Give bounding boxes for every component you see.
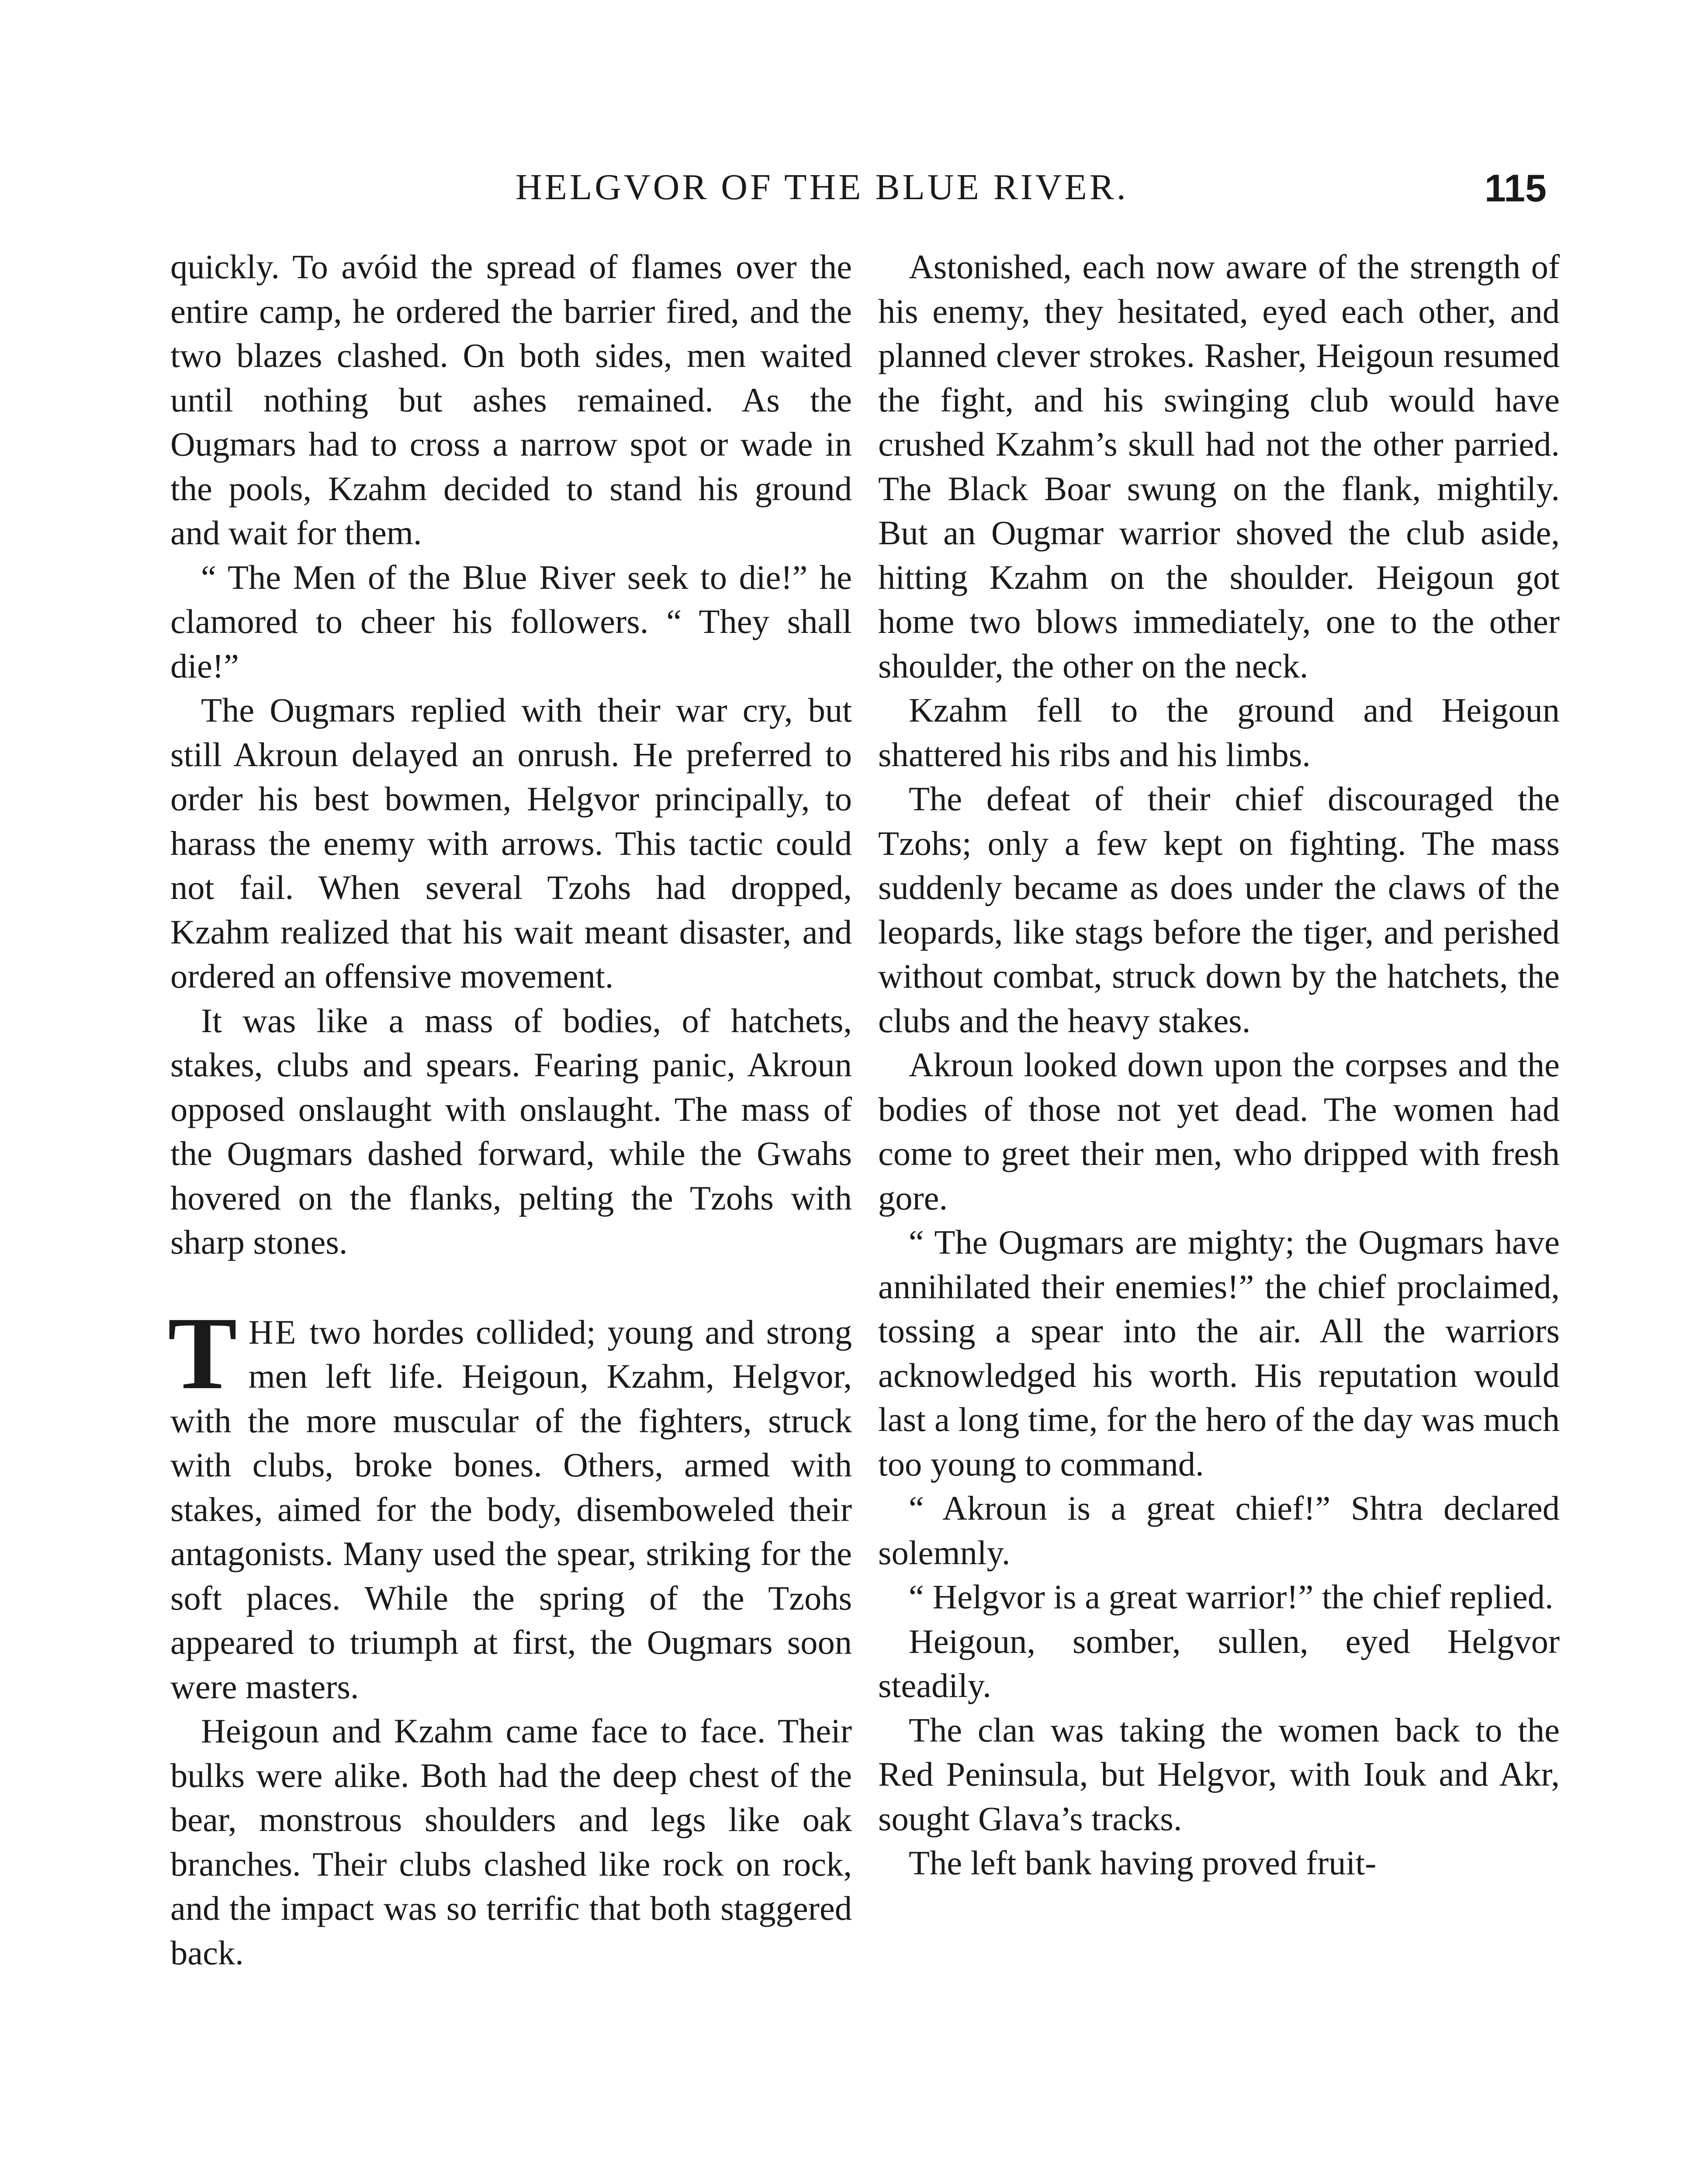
paragraph: Akroun looked down upon the corpses and the bodies of those not yet dead. The women had come to greet their men, who dripped with fresh gore.	[878, 1046, 1560, 1217]
paragraph: “ The Ougmars are mighty; the Ougmars have annihilated their enemies!” the chief proclaimed, tossing a spear into the air. All the warriors acknowledged his worth. His reputation would last a long time, for the hero of the day was much too young to command.	[878, 1223, 1560, 1483]
dropcap-paragraph	[168, 1296, 852, 1709]
paragraph-text: two hordes collided; young and strong men left life. Heigoun, Kzahm, Helgvor, with the more muscular of the fighters, struck with clubs, broke bones. Others, armed with stakes, aimed for the body, disemboweled their antagonists. Many used the spear, striking for the soft places. While the spring of the Tzohs appeared to triumph at first, the Ougmars soon were masters.	[170, 1313, 852, 1706]
paragraph: Heigoun and Kzahm came face to face. Their bulks were alike. Both had the deep chest of the bear, monstrous shoulders and legs like oak branches. Their clubs clashed like rock on rock, and the impact was so terrific that both staggered back.	[170, 1712, 852, 1972]
left-column	[170, 245, 852, 1975]
drop-cap-lead: HE	[248, 1313, 298, 1351]
section-break	[170, 1265, 852, 1310]
page-number: 115	[1485, 166, 1547, 210]
paragraph: “ Helgvor is a great warrior!” the chief replied.	[909, 1578, 1554, 1616]
paragraph: The Ougmars replied with their war cry, but still Akroun delayed an onrush. He preferred to order his best bowmen, Helgvor principally, to harass the enemy with arrows. This tactic could not fail. When several Tzohs had dropped, Kzahm realized that his wait meant disaster, and ordered an offensive movement.	[170, 691, 852, 995]
paragraph: quickly. To avóid the spread of flames over the entire camp, he ordered the barrier fired, and the two blazes clashed. On both sides, men waited until nothing but ashes remained. As the Ougmars had to cross a narrow spot or wade in the pools, Kzahm decided to stand his ground and wait for them.	[170, 248, 852, 552]
paragraph: The left bank having proved fruit-	[909, 1844, 1377, 1882]
paragraph: Heigoun, somber, sullen, eyed Helgvor steadily.	[878, 1622, 1560, 1704]
drop-cap: T	[168, 1296, 237, 1411]
paragraph: Astonished, each now aware of the strength of his enemy, they hesitated, eyed each other, and planned clever strokes. Rasher, Heigoun resumed the fight, and his swinging club would have crushed Kzahm’s skull had not the other parried. The Black Boar swung on the flank, mightily. But an Ougmar warrior shoved the club aside, hitting Kzahm on the shoulder. Heigoun got home two blows immediately, one to the other shoulder, the other on the neck.	[878, 248, 1560, 685]
paragraph: The defeat of their chief discouraged the Tzohs; only a few kept on fighting. The mass suddenly became as does under the claws of the leopards, like stags before the tiger, and perished without combat, struck down by the hatchets, the clubs and the heavy stakes.	[878, 780, 1560, 1040]
paragraph: The clan was taking the women back to the Red Peninsula, but Helgvor, with Iouk and Akr, sought Glava’s tracks.	[878, 1711, 1560, 1838]
paragraph: Kzahm fell to the ground and Heigoun shattered his ribs and his limbs.	[878, 691, 1560, 774]
paragraph: It was like a mass of bodies, of hatchets, stakes, clubs and spears. Fearing panic, Akroun opposed onslaught with onslaught. The mass of the Ougmars dashed forward, while the Gwahs hovered on the flanks, pelting the Tzohs with sharp stones.	[170, 1001, 852, 1261]
right-column	[878, 245, 1560, 1885]
page-header	[166, 166, 1547, 227]
paragraph: “ The Men of the Blue River seek to die!” he clamored to cheer his followers. “ They shall die!”	[170, 558, 852, 685]
paragraph: “ Akroun is a great chief!” Shtra declared solemnly.	[878, 1489, 1560, 1572]
running-head: HELGVOR OF THE BLUE RIVER.	[516, 167, 1128, 207]
